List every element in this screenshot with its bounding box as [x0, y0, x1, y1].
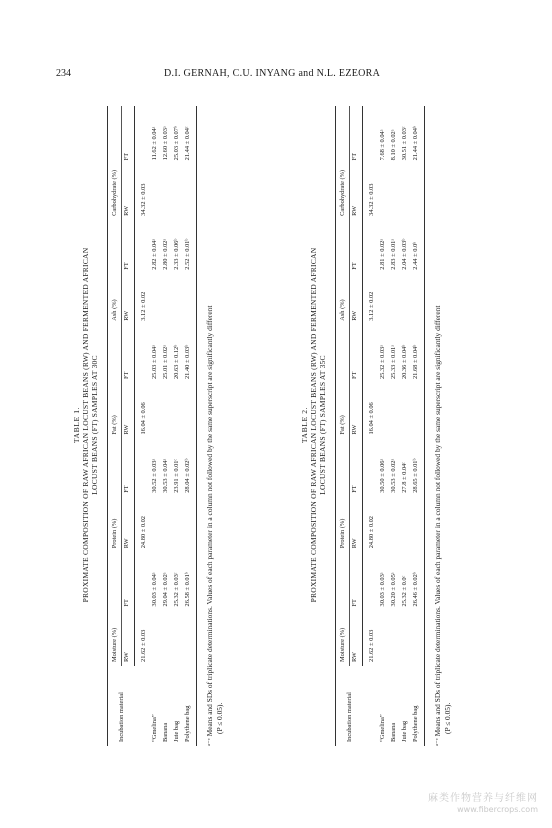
cell-raw-moisture: 21.62 ± 0.03: [368, 629, 376, 662]
running-authors: D.I. GERNAH, C.U. INYANG and N.L. EZEORA: [164, 68, 381, 79]
table-row: [183, 106, 197, 746]
cell-material: Banana: [390, 722, 398, 742]
cell-ash-ft: 2.80 ± 0.02ᵃ: [162, 238, 170, 270]
rotated-page-body: [68, 100, 468, 750]
table-row: [172, 106, 183, 746]
col-header-material: Incubation material: [336, 666, 363, 746]
col-header-moisture: Moisture (%): [336, 552, 350, 666]
cell-moisture-ft: 25.32 ± 0.03ᶜ: [173, 572, 181, 607]
cell-ash-ft: 2.81 ± 0.02ᵃ: [379, 238, 387, 270]
cell-raw-fat: 16.04 ± 0.06: [140, 402, 148, 435]
subheader-ft: FT: [349, 439, 363, 497]
cell-material: Jute bag: [401, 720, 409, 742]
col-header-protein: Protein (%): [108, 439, 122, 553]
cell-material: Polythene bag: [183, 666, 197, 746]
table-row: [150, 106, 161, 746]
cell-carbohydrate-ft: 8.10 ± 0.02ᵃ: [390, 129, 398, 161]
col-header-carbohydrate: Carbohydrate (%): [108, 106, 122, 220]
cell-moisture-ft: 30.20 ± 0.05ᵃ: [390, 572, 398, 607]
table-2-footnote-line1: ᵃ⁻ᶜ Means and SDs of triplicate determinations. Values of each parameter in a column not followed by the same superscript are significantly different: [433, 305, 443, 746]
cell-raw-carbohydrate: 34.32 ± 0.03: [140, 183, 148, 216]
table-row: [135, 106, 150, 746]
col-header-fat: Fat (%): [108, 325, 122, 439]
col-header-ash: Ash (%): [336, 220, 350, 325]
running-header: [0, 68, 552, 84]
cell-protein-ft: 30.52 ± 0.03ᵃ: [151, 458, 159, 493]
table-1-footnote-line1: ᵃ⁻ᶜ Means and SDs of triplicate determinations. Values of each parameter in a column not followed by the same superscript are significantly different: [205, 305, 215, 746]
table-1-title-line1: PROXIMATE COMPOSITION OF RAW AFRICAN LOCUST BEANS (RW) AND FERMENTED AFRICAN: [81, 247, 91, 603]
cell-ash-ft: 2.04 ± 0.03ᵇ: [401, 238, 409, 270]
table-1-caption: [72, 100, 99, 750]
subheader-ft: FT: [349, 325, 363, 383]
cell-protein-ft: 30.53 ± 0.04ᵃ: [162, 458, 170, 493]
cell-moisture-ft: 30.03 ± 0.03ᵃ: [379, 572, 387, 607]
cell-carbohydrate-ft: 30.51 ± 0.03ᶜ: [401, 126, 409, 161]
col-header-ash: Ash (%): [108, 220, 122, 325]
table-row: [411, 106, 425, 746]
subheader-ft: FT: [121, 439, 135, 497]
table-2-footnote: [433, 116, 452, 746]
cell-raw-moisture: 21.62 ± 0.03: [140, 629, 148, 662]
cell-material: Banana: [162, 722, 170, 742]
cell-fat-ft: 25.32 ± 0.03ᵃ: [379, 345, 387, 380]
cell-raw-protein: 24.80 ± 0.02: [140, 516, 148, 549]
cell-material: “Gmelina”: [379, 714, 387, 742]
watermark-text: 麻类作物营养与纤维网: [428, 793, 538, 804]
subheader-ft: FT: [349, 106, 363, 164]
cell-moisture-ft: 29.04 ± 0.02ᵃ: [162, 572, 170, 607]
subheader-ft: FT: [121, 552, 135, 610]
site-watermark: [428, 789, 538, 814]
subheader-ft: FT: [121, 106, 135, 164]
cell-fat-ft: 25.01 ± 0.02ᵃ: [162, 345, 170, 380]
table-1: [107, 106, 197, 746]
cell-protein-ft: 23.91 ± 0.01ᶜ: [173, 458, 181, 493]
cell-material: “Gmelina”: [151, 714, 159, 742]
col-header-moisture: Moisture (%): [108, 552, 122, 666]
table-row: [378, 106, 389, 746]
cell-raw-carbohydrate: 34.32 ± 0.03: [368, 183, 376, 216]
cell-protein-ft: 30.53 ± 0.02ᵃ: [390, 458, 398, 493]
cell-fat-ft: 25.33 ± 0.01ᵃ: [390, 345, 398, 380]
subheader-rw: RW: [349, 611, 363, 667]
subheader-ft: FT: [349, 220, 363, 274]
table-1-label: TABLE 1.: [72, 406, 81, 444]
cell-moisture-ft: 25.32 ± 0.0ᶜ: [401, 575, 409, 607]
cell-protein-ft: 28.65 ± 0.01ᵇ: [411, 439, 425, 497]
subheader-ft: FT: [121, 220, 135, 274]
cell-moisture-ft: 26.58 ± 0.01ᵇ: [183, 552, 197, 610]
table-2-label: TABLE 2.: [300, 406, 309, 444]
table-1-title-line2: LOCUST BEANS (FT) SAMPLES AT 30C: [90, 355, 100, 495]
cell-raw-fat: 16.04 ± 0.06: [368, 402, 376, 435]
cell-raw-protein: 24.80 ± 0.02: [368, 516, 376, 549]
subheader-rw: RW: [121, 274, 135, 325]
table-row: [161, 106, 172, 746]
table-row: [363, 106, 378, 746]
cell-fat-ft: 20.63 ± 0.12ᵇ: [173, 344, 181, 380]
table-1-footnote-line2: (P ≤ 0.05).: [214, 702, 224, 734]
table-row: [389, 106, 400, 746]
cell-fat-ft: 25.03 ± 0.04ᵃ: [151, 345, 159, 380]
cell-ash-ft: 2.52 ± 0.01ᵇ: [183, 220, 197, 274]
table-2-title-line2: LOCUST BEANS (FT) SAMPLES AT 35C: [318, 355, 328, 495]
cell-material: Polythene bag: [411, 666, 425, 746]
cell-fat-ft: 20.36 ± 0.04ᵇ: [401, 344, 409, 380]
cell-protein-ft: 28.04 ± 0.02ᵇ: [183, 439, 197, 497]
cell-material: Jute bag: [173, 720, 181, 742]
cell-raw-ash: 3.12 ± 0.02: [368, 291, 376, 321]
cell-carbohydrate-ft: 12.60 ± 0.03ᵃ: [162, 126, 170, 161]
col-header-carbohydrate: Carbohydrate (%): [336, 106, 350, 220]
cell-carbohydrate-ft: 21.44 ± 0.04ᶜ: [183, 106, 197, 164]
watermark-url: www.fibercrops.com: [457, 805, 538, 814]
page-number: 234: [56, 68, 71, 79]
subheader-rw: RW: [349, 383, 363, 439]
cell-carbohydrate-ft: 25.03 ± 0.07ᵇ: [173, 126, 181, 161]
subheader-rw: RW: [121, 497, 135, 553]
cell-fat-ft: 21.68 ± 0.04ᵇ: [411, 325, 425, 383]
table-2-caption: [300, 100, 327, 750]
table-2-title-line1: PROXIMATE COMPOSITION OF RAW AFRICAN LOCUST BEANS (RW) AND FERMENTED AFRICAN: [309, 247, 319, 603]
cell-moisture-ft: 30.03 ± 0.04ᵃ: [151, 572, 159, 607]
subheader-rw: RW: [349, 497, 363, 553]
col-header-protein: Protein (%): [336, 439, 350, 553]
table-2-block: [300, 100, 453, 750]
cell-ash-ft: 2.82 ± 0.04ᵃ: [151, 238, 159, 270]
subheader-ft: FT: [121, 325, 135, 383]
table-1-footnote: [205, 116, 224, 746]
subheader-rw: RW: [349, 164, 363, 220]
cell-raw-ash: 3.12 ± 0.02: [140, 291, 148, 321]
col-header-material: Incubation material: [108, 666, 135, 746]
cell-protein-ft: 27.8 ± 0.04ᶜ: [401, 462, 409, 493]
subheader-rw: RW: [121, 383, 135, 439]
table-2-footnote-line2: (P ≤ 0.05).: [442, 702, 452, 734]
cell-ash-ft: 2.33 ± 0.06ᵇ: [173, 238, 181, 270]
subheader-rw: RW: [121, 164, 135, 220]
subheader-rw: RW: [349, 274, 363, 325]
table-row: [400, 106, 411, 746]
cell-carbohydrate-ft: 7.68 ± 0.04ᵃ: [379, 129, 387, 161]
cell-protein-ft: 30.50 ± 0.06ᵃ: [379, 458, 387, 493]
table-1-block: [72, 100, 225, 750]
col-header-fat: Fat (%): [336, 325, 350, 439]
cell-fat-ft: 21.40 ± 0.03ᵇ: [183, 325, 197, 383]
cell-ash-ft: 2.44 ± 0.0ᵇ: [411, 220, 425, 274]
table-2: [335, 106, 425, 746]
cell-moisture-ft: 26.46 ± 0.02ᵇ: [411, 552, 425, 610]
subheader-rw: RW: [121, 611, 135, 667]
cell-carbohydrate-ft: 11.62 ± 0.04ᵃ: [151, 126, 159, 161]
cell-carbohydrate-ft: 21.44 ± 0.04ᵇ: [411, 106, 425, 164]
cell-ash-ft: 2.83 ± 0.01ᵃ: [390, 238, 398, 270]
subheader-ft: FT: [349, 552, 363, 610]
